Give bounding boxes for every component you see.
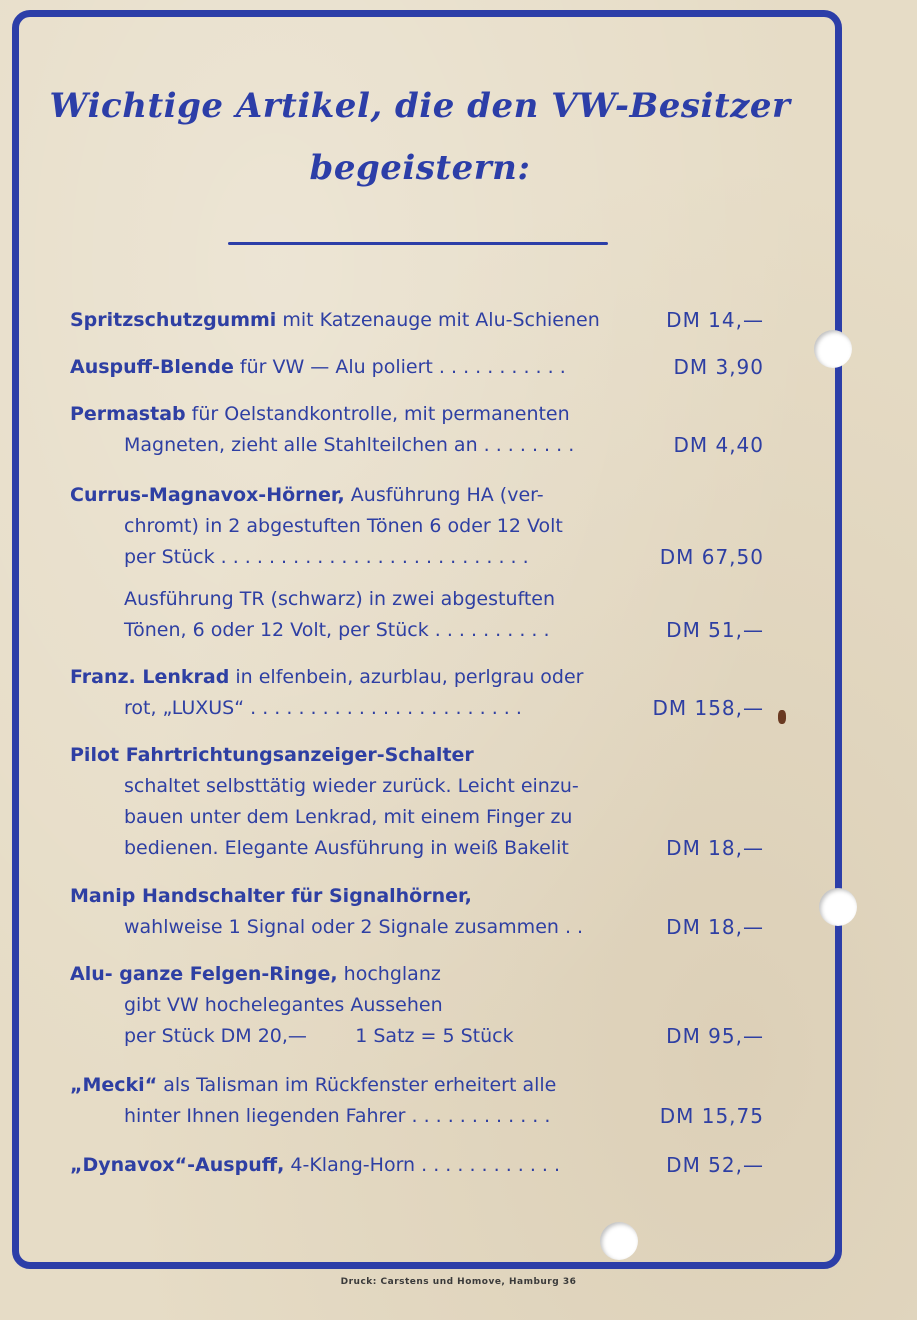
item-price: DM 18,— <box>666 836 764 860</box>
item-text: mit Katzenauge mit Alu-Schienen <box>276 309 600 331</box>
item-text: gibt VW hochelegantes Aussehen <box>124 994 443 1016</box>
paper-stain <box>778 710 786 724</box>
item-text: per Stück DM 20,— 1 Satz = 5 Stück <box>124 1025 514 1047</box>
item-price: DM 14,— <box>666 308 764 332</box>
item-row <box>70 1068 770 1102</box>
item-name: Auspuff-Blende <box>70 356 234 378</box>
item-price: DM 95,— <box>666 1024 764 1048</box>
item-row <box>70 303 770 337</box>
item-price: DM 67,50 <box>659 545 764 569</box>
item-text: Tönen, 6 oder 12 Volt, per Stück . . . . . . . . . . <box>124 619 550 641</box>
punch-hole <box>600 1222 638 1260</box>
item-text: schaltet selbsttätig wieder zurück. Leicht einzu- <box>124 775 579 797</box>
item-row <box>70 957 770 991</box>
item-name: Franz. Lenkrad <box>70 666 230 688</box>
punch-hole <box>819 888 857 926</box>
item-text: hochglanz <box>337 963 441 985</box>
item-name: Alu- ganze Felgen-Ringe, <box>70 963 338 985</box>
item-text: rot, „LUXUS“ . . . . . . . . . . . . . . . . . . . . . . . <box>124 697 522 719</box>
item-text: bauen unter dem Lenkrad, mit einem Finger zu <box>124 806 573 828</box>
item-row <box>124 691 770 725</box>
item-text: bedienen. Elegante Ausführung in weiß Bakelit <box>124 837 569 859</box>
item-text: chromt) in 2 abgestuften Tönen 6 oder 12 Volt <box>124 515 563 537</box>
item-row <box>124 1099 770 1133</box>
item-row <box>124 769 770 803</box>
item-text: als Talisman im Rückfenster erheitert alle <box>157 1074 557 1096</box>
item-row <box>124 800 770 834</box>
item-row <box>124 540 770 574</box>
item-price: DM 158,— <box>652 696 764 720</box>
item-row <box>70 478 770 512</box>
item-row <box>124 428 770 462</box>
item-row <box>70 738 770 772</box>
item-row <box>124 831 770 865</box>
item-row <box>70 1148 770 1182</box>
item-name: Permastab <box>70 403 186 425</box>
item-price: DM 51,— <box>666 618 764 642</box>
item-text: 4-Klang-Horn . . . . . . . . . . . . <box>284 1154 561 1176</box>
printer-imprint: Druck: Carstens und Homove, Hamburg 36 <box>340 1277 577 1287</box>
item-text: per Stück . . . . . . . . . . . . . . . . . . . . . . . . . . <box>124 546 529 568</box>
item-price: DM 52,— <box>666 1153 764 1177</box>
item-price: DM 4,40 <box>673 433 764 457</box>
item-row <box>70 879 770 913</box>
title-divider <box>228 242 608 245</box>
item-text: für VW — Alu poliert . . . . . . . . . . . <box>233 356 566 378</box>
item-row <box>124 988 770 1022</box>
punch-hole <box>814 330 852 368</box>
item-text: Ausführung HA (ver- <box>344 484 544 506</box>
item-row <box>70 660 770 694</box>
item-row <box>124 1019 770 1053</box>
item-name: Spritzschutzgummi <box>70 309 277 331</box>
item-name: Currus-Magnavox-Hörner, <box>70 484 345 506</box>
item-name: „Mecki“ <box>70 1074 158 1096</box>
item-name: Manip Handschalter für Signalhörner, <box>70 885 472 907</box>
item-text: wahlweise 1 Signal oder 2 Signale zusammen . . <box>124 916 584 938</box>
item-text: Magneten, zieht alle Stahlteilchen an . . . . . . . . <box>124 434 575 456</box>
item-row <box>70 350 770 384</box>
page-title-line2: begeistern: <box>309 148 531 188</box>
item-row <box>70 397 770 431</box>
item-price: DM 15,75 <box>659 1104 764 1128</box>
page-title: Wichtige Artikel, die den VW-Besitzer <box>49 86 791 126</box>
item-row <box>124 910 770 944</box>
item-price: DM 18,— <box>666 915 764 939</box>
item-text: hinter Ihnen liegenden Fahrer . . . . . . . . . . . . <box>124 1105 551 1127</box>
item-name: „Dynavox“-Auspuff, <box>70 1154 285 1176</box>
item-text: in elfenbein, azurblau, perlgrau oder <box>229 666 584 688</box>
item-text: für Oelstandkontrolle, mit permanenten <box>185 403 570 425</box>
item-row <box>124 509 770 543</box>
item-row <box>124 582 770 616</box>
item-row <box>124 613 770 647</box>
item-price: DM 3,90 <box>673 355 764 379</box>
item-name: Pilot Fahrtrichtungsanzeiger-Schalter <box>70 744 474 766</box>
item-text: Ausführung TR (schwarz) in zwei abgestuften <box>124 588 556 610</box>
